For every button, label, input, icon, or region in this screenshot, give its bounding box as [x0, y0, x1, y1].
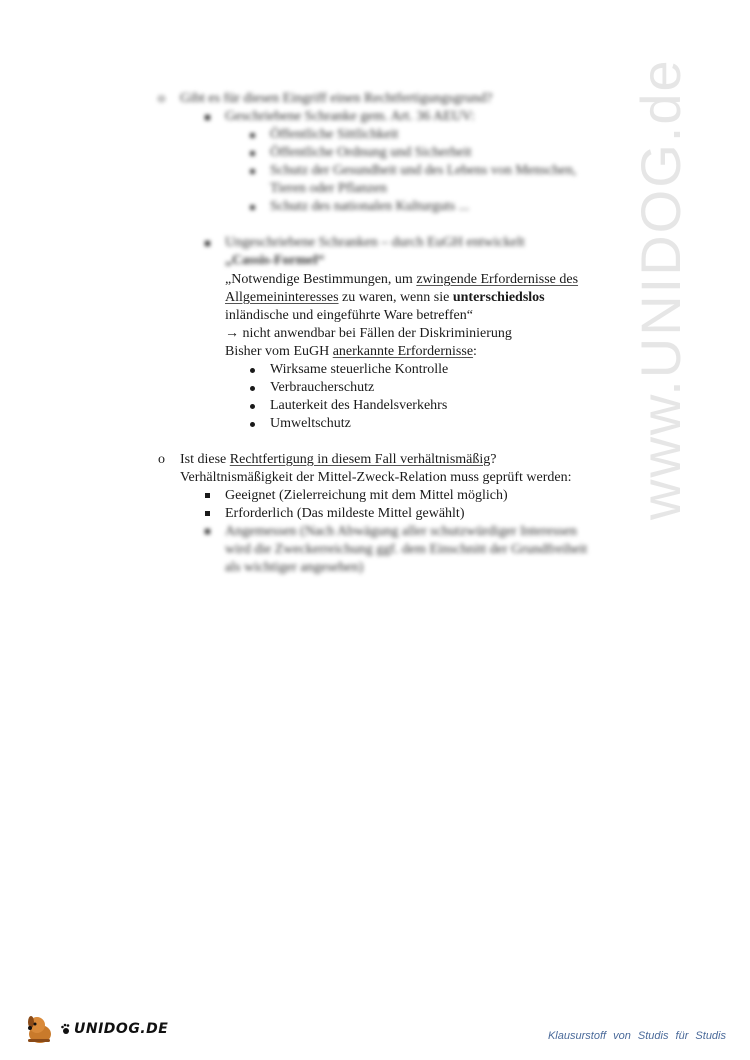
proportionality-intro: Verhältnismäßigkeit der Mittel-Zweck-Relation muss geprüft werden:: [180, 470, 572, 485]
quote-line-1: „Notwendige Bestimmungen, um zwingende Erfordernisse des: [225, 272, 579, 287]
question-proportionality: Ist diese Rechtfertigung in diesem Fall verhältnismäßig?: [180, 452, 497, 467]
square-bullet-icon: [205, 115, 210, 120]
watermark: www.UNIDOG.de: [629, 58, 692, 520]
question-justification: Gibt es für diesen Eingriff einen Rechtfertigungsgrund?: [180, 91, 493, 106]
written-limits: Geschriebene Schranke gem. Art. 36 AEUV:: [225, 109, 475, 124]
criterion-item-blurred-cont: als wichtiger angesehen): [225, 560, 364, 575]
requirement-item: Umweltschutz: [270, 416, 351, 431]
logo-text: UNIDOG.DE: [74, 1021, 169, 1037]
dog-mascot-icon: [24, 1012, 58, 1046]
footer-tagline: Klausurstoff von Studis für Studis: [547, 1030, 726, 1042]
dot-bullet-icon: [250, 422, 255, 427]
requirement-item: Wirksame steuerliche Kontrolle: [270, 362, 449, 377]
square-bullet-icon: [205, 511, 210, 516]
written-limit-item: Schutz der Gesundheit und des Lebens von Menschen,: [270, 163, 577, 178]
criterion-item: Geeignet (Zielerreichung mit dem Mittel möglich): [225, 488, 508, 503]
written-limit-item-cont: Tieren oder Pflanzen: [270, 181, 387, 196]
dot-bullet-icon: [250, 404, 255, 409]
quote-line-3: inländische und eingeführte Ware betreffen“: [225, 308, 473, 323]
criterion-item: Erforderlich (Das mildeste Mittel gewählt): [225, 506, 465, 521]
dot-bullet-icon: [250, 205, 255, 210]
circle-bullet-icon: o: [158, 91, 165, 106]
quote-line-2: Allgemeininteresses zu waren, wenn sie unterschiedslos: [225, 290, 545, 305]
unwritten-limits: Ungeschriebene Schranken – durch EuGH entwickelt: [225, 235, 525, 250]
circle-bullet-icon: o: [158, 452, 165, 467]
square-bullet-icon: [205, 241, 210, 246]
dot-bullet-icon: [250, 368, 255, 373]
dot-bullet-icon: [250, 133, 255, 138]
requirement-item: Verbraucherschutz: [270, 380, 375, 395]
square-bullet-icon: [205, 529, 210, 534]
dot-bullet-icon: [250, 151, 255, 156]
square-bullet-icon: [205, 493, 210, 498]
written-limit-item: Öffentliche Ordnung und Sicherheit: [270, 145, 472, 160]
requirement-item: Lauterkeit des Handelsverkehrs: [270, 398, 448, 413]
written-limit-item: Öffentliche Sittlichkeit: [270, 127, 399, 142]
discrimination-note: → nicht anwendbar bei Fällen der Diskriminierung: [225, 326, 512, 341]
unidog-logo: [24, 1012, 168, 1046]
criterion-item-blurred-cont: wird die Zweckerreichung ggf. dem Einschnitt der Grundfreiheit: [225, 542, 588, 557]
criterion-item-blurred: Angemessen (Nach Abwägung aller schutzwürdiger Interessen: [225, 524, 577, 539]
dot-bullet-icon: [250, 169, 255, 174]
dot-bullet-icon: [250, 386, 255, 391]
cassis-formula: „Cassis-Formel“: [225, 253, 325, 268]
written-limit-item: Schutz des nationalen Kulturguts ...: [270, 199, 470, 214]
recognized-requirements-heading: Bisher vom EuGH anerkannte Erfordernisse:: [225, 344, 477, 359]
paw-icon: [60, 1023, 72, 1035]
